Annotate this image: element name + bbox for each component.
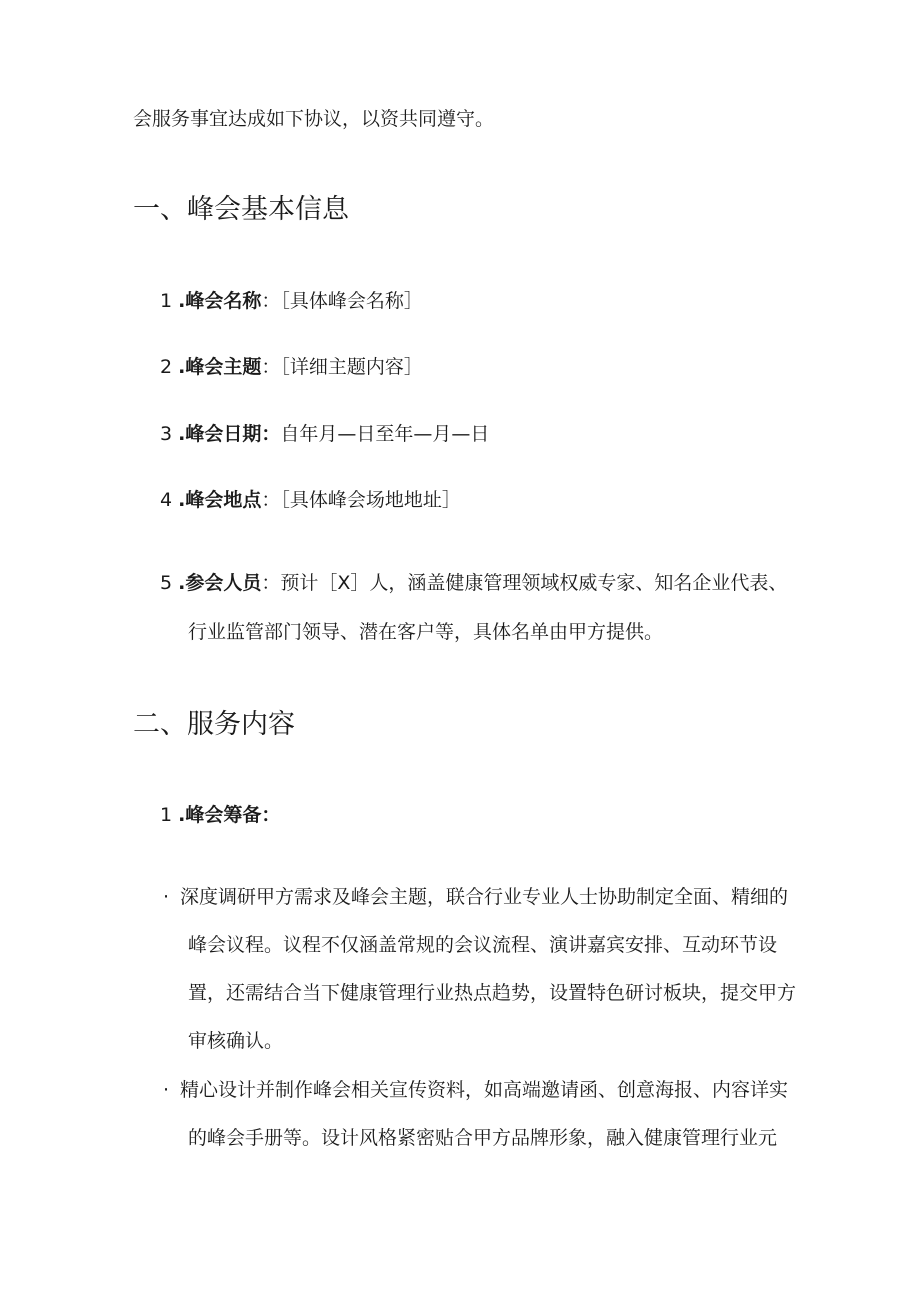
item-number: 3 (160, 423, 173, 445)
item-label: .峰会筹备： (178, 804, 281, 826)
service-item-summit-preparation (160, 803, 280, 827)
intro-text: 会服务事宜达成如下协议，以资共同遵守。 (133, 108, 495, 130)
info-item-summit-name (160, 289, 423, 313)
item-value: 自年月—日至年—月—日 (280, 423, 490, 445)
bullet-line: 峰会议程。议程不仅涵盖常规的会议流程、演讲嘉宾安排、互动环节设 (188, 934, 778, 956)
section-heading-service-content: 二、服务内容 (133, 709, 295, 740)
item-separator: ： (261, 489, 281, 511)
item-number: 5 (160, 572, 173, 594)
item-label: .峰会日期： (178, 423, 281, 445)
item-label: .峰会名称 (178, 290, 262, 312)
item-separator: ： (261, 290, 281, 312)
bullet-mark: · (163, 1079, 170, 1101)
item-value: ［具体峰会场地地址］ (280, 489, 461, 511)
info-item-attendees-continued: 行业监管部门领导、潜在客户等，具体名单由甲方提供。 (188, 621, 664, 643)
item-label: .参会人员 (178, 572, 262, 594)
info-item-summit-venue (160, 488, 461, 512)
item-number: 1 (160, 804, 173, 826)
item-number: 1 (160, 290, 173, 312)
bullet-line: 深度调研甲方需求及峰会主题，联合行业专业人士协助制定全面、精细的 (180, 886, 789, 908)
bullet-mark: · (163, 886, 170, 908)
item-value: ［具体峰会名称］ (280, 290, 423, 312)
item-number: 4 (160, 489, 173, 511)
info-item-summit-date (160, 422, 489, 446)
item-value: ［详细主题内容］ (280, 356, 423, 378)
item-value: 预计［X］人，涵盖健康管理领域权威专家、知名企业代表、 (280, 572, 788, 594)
section-heading-basic-info: 一、峰会基本信息 (133, 194, 349, 225)
info-item-attendees (160, 571, 787, 595)
item-number: 2 (160, 356, 173, 378)
item-label: .峰会主题 (178, 356, 262, 378)
bullet-line: 精心设计并制作峰会相关宣传资料，如高端邀请函、创意海报、内容详实 (180, 1079, 789, 1101)
bullet-line: 的峰会手册等。设计风格紧密贴合甲方品牌形象，融入健康管理行业元 (188, 1127, 778, 1149)
item-label: .峰会地点 (178, 489, 262, 511)
info-item-summit-theme (160, 355, 423, 379)
item-separator: ： (261, 356, 281, 378)
item-separator: ： (261, 572, 281, 594)
bullet-line: 审核确认。 (188, 1030, 284, 1052)
bullet-line: 置，还需结合当下健康管理行业热点趋势，设置特色研讨板块，提交甲方 (188, 982, 797, 1004)
